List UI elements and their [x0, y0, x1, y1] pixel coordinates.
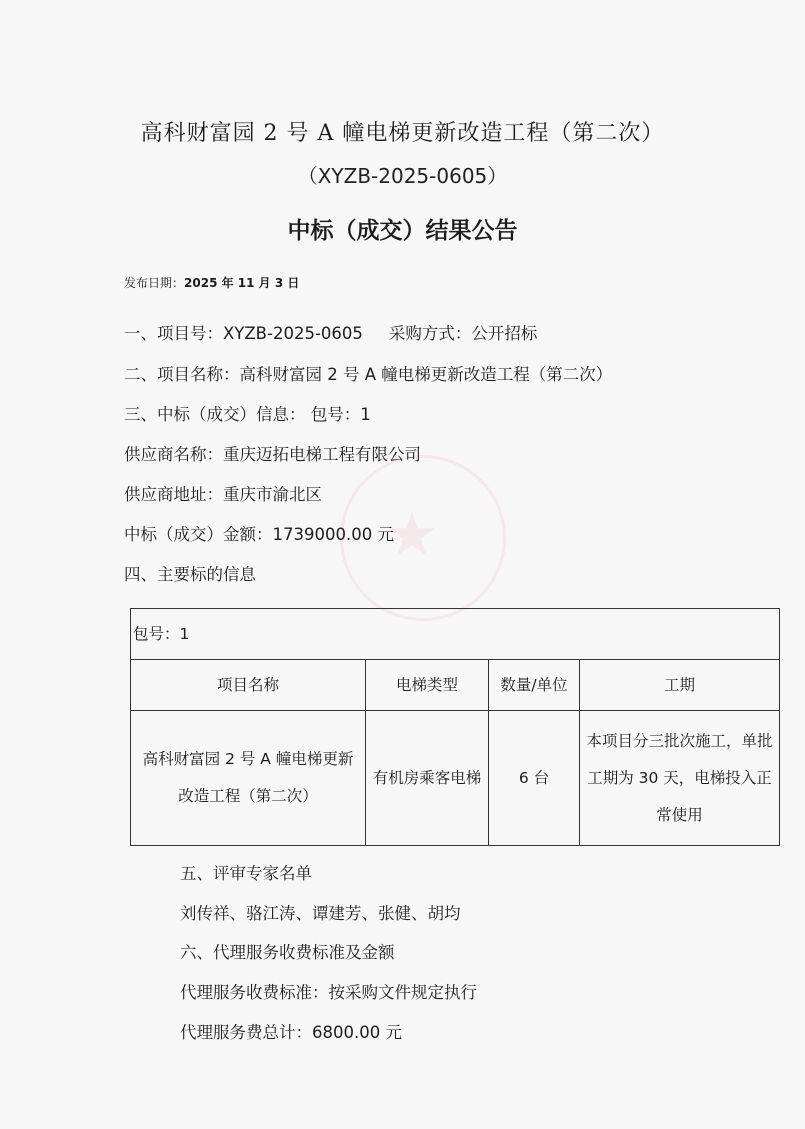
header-duration: 工期: [580, 660, 780, 711]
publish-date-label: 发布日期：: [124, 276, 185, 290]
project-name-line: 改造工程（第二次）: [178, 787, 318, 805]
announcement-heading: 中标（成交）结果公告: [287, 218, 518, 244]
cell-duration: [580, 711, 780, 846]
fee-total: 代理服务费总计：6800.00 元: [180, 1023, 402, 1042]
project-code: （XYZB-2025-0605）: [297, 164, 508, 188]
subject-info-table: [130, 608, 780, 846]
header-project-name: 项目名称: [131, 660, 366, 711]
section-subject-info: 四、主要标的信息: [124, 565, 256, 584]
table-row: [131, 711, 780, 846]
section-agency-fee: 六、代理服务收费标准及金额: [180, 943, 395, 962]
document-title: 高科财富园 2 号 A 幢电梯更新改造工程（第二次）: [140, 121, 665, 146]
package-number-cell: 包号：1: [131, 609, 780, 660]
duration-line: 常使用: [656, 805, 703, 824]
cell-quantity: 6 台: [489, 711, 580, 846]
header-elevator-type: 电梯类型: [366, 660, 489, 711]
procurement-method-text: 采购方式：公开招标: [388, 324, 538, 343]
section-project-name: 二、项目名称：高科财富园 2 号 A 幢电梯更新改造工程（第二次）: [124, 365, 613, 384]
cell-project-name: [131, 711, 366, 846]
fee-standard: 代理服务收费标准：按采购文件规定执行: [180, 983, 477, 1002]
section-experts: 五、评审专家名单: [180, 864, 312, 883]
duration-line: 工期为 30 天，电梯投入正: [587, 768, 772, 787]
header-quantity: 数量/单位: [489, 660, 580, 711]
project-number-text: 一、项目号：XYZB-2025-0605: [124, 324, 363, 343]
section-award-info: 三、中标（成交）信息： 包号：1: [124, 405, 371, 424]
award-amount: 中标（成交）金额：1739000.00 元: [124, 525, 394, 544]
supplier-name: 供应商名称：重庆迈拓电梯工程有限公司: [124, 445, 421, 464]
section-project-number: [124, 320, 537, 344]
publish-date: [124, 274, 299, 291]
cell-elevator-type: 有机房乘客电梯: [366, 711, 489, 846]
publish-date-value: 2025 年 11 月 3 日: [184, 276, 300, 290]
seal-star-icon: ★: [385, 500, 439, 570]
supplier-address: 供应商地址：重庆市渝北区: [124, 485, 322, 504]
expert-names: 刘传祥、骆江涛、谭建芳、张健、胡均: [180, 904, 461, 923]
project-name-line: 高科财富园 2 号 A 幢电梯更新: [142, 750, 354, 768]
duration-line: 本项目分三批次施工，单批: [586, 731, 773, 750]
